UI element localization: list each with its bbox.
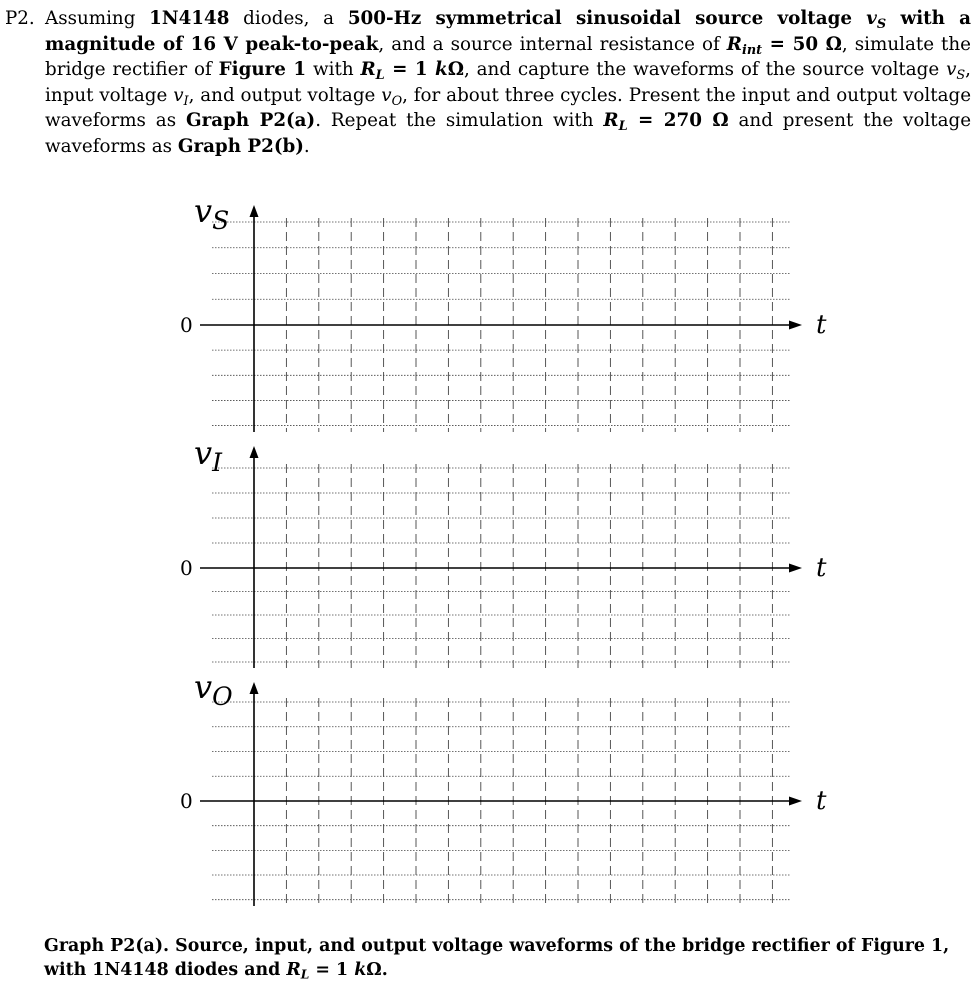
text-run: diodes, a xyxy=(229,8,348,29)
zero-label: 0 xyxy=(180,556,193,580)
text-run: , and capture the waveforms of the source voltage xyxy=(463,59,947,81)
x-axis-arrow-icon xyxy=(789,564,802,573)
unit-prefix: k xyxy=(354,960,367,980)
source-spec: 500-Hz symmetrical sinusoidal source voltage xyxy=(347,8,867,29)
symbol: R xyxy=(726,33,742,55)
symbol-subscript: L xyxy=(375,68,385,84)
text-run: and present the voltage waveforms as xyxy=(45,110,972,157)
symbol-subscript: S xyxy=(876,16,887,32)
symbol-subscript: O xyxy=(391,93,403,109)
symbol: v xyxy=(866,8,877,29)
x-axis-arrow-icon xyxy=(789,321,802,330)
y-axis-arrow-icon xyxy=(250,682,259,694)
symbol: R xyxy=(286,960,301,980)
y-axis-arrow-icon xyxy=(250,205,259,217)
zero-label: 0 xyxy=(180,789,193,813)
graph-vi xyxy=(180,434,827,668)
y-axis-arrow-icon xyxy=(250,446,259,458)
text-run: . Repeat the simulation with xyxy=(315,110,604,132)
t-axis-label: t xyxy=(816,786,827,816)
symbol: R xyxy=(360,59,376,81)
caption-text: Ω. xyxy=(366,960,388,980)
diode-type: 1N4148 xyxy=(149,8,230,29)
y-axis-label: $v_I$ xyxy=(194,434,222,477)
symbol: R xyxy=(603,110,619,132)
resistance-value: = 50 Ω xyxy=(762,33,842,55)
y-axis-label: $v_O$ xyxy=(194,668,233,711)
text-run: , input voltage xyxy=(45,59,971,106)
graph-reference: Graph P2(b) xyxy=(177,135,304,157)
text-run: , and a source internal resistance of xyxy=(378,33,727,55)
t-axis-label: t xyxy=(816,310,827,340)
unit: Ω xyxy=(447,59,464,81)
symbol: v xyxy=(946,59,957,81)
caption-text: = 1 xyxy=(309,960,355,980)
source-spec: with a magnitude of 16 V peak-to-peak xyxy=(45,8,972,55)
symbol: v xyxy=(173,84,184,106)
unit-prefix: k xyxy=(435,59,448,81)
zero-label: 0 xyxy=(180,313,193,337)
text-run: , simulate the bridge rectifier of xyxy=(45,33,971,81)
symbol-subscript: I xyxy=(183,93,189,109)
graph-reference: Graph P2(a) xyxy=(185,110,316,132)
text-run: . xyxy=(303,135,310,157)
symbol-subscript: int xyxy=(742,42,763,58)
symbol-subscript: L xyxy=(300,967,310,982)
graph-vo xyxy=(180,668,827,906)
graph-vs xyxy=(180,192,827,432)
symbol-subscript: S xyxy=(956,68,966,84)
caption-text: Graph P2(a). Source, input, and output voltage waveforms of the bridge rectifier of Figure 1, with 1N4148 diodes and xyxy=(44,936,950,980)
symbol-subscript: L xyxy=(618,119,628,135)
symbol: v xyxy=(381,84,392,106)
text-run: with xyxy=(306,59,361,81)
t-axis-label: t xyxy=(816,553,827,583)
figure-reference: Figure 1 xyxy=(218,59,307,81)
problem-number: P2. xyxy=(5,8,35,29)
resistance-value: = 270 Ω xyxy=(627,110,729,132)
resistance-value: = 1 xyxy=(384,59,436,81)
text-run: Assuming xyxy=(45,8,150,29)
y-axis-label: $v_S$ xyxy=(194,192,230,235)
text-run: , and output voltage xyxy=(188,84,382,106)
x-axis-arrow-icon xyxy=(789,797,802,806)
text-run: , for about three cycles. Present the input and output voltage waveforms as xyxy=(45,84,972,132)
graph-caption xyxy=(44,934,969,982)
